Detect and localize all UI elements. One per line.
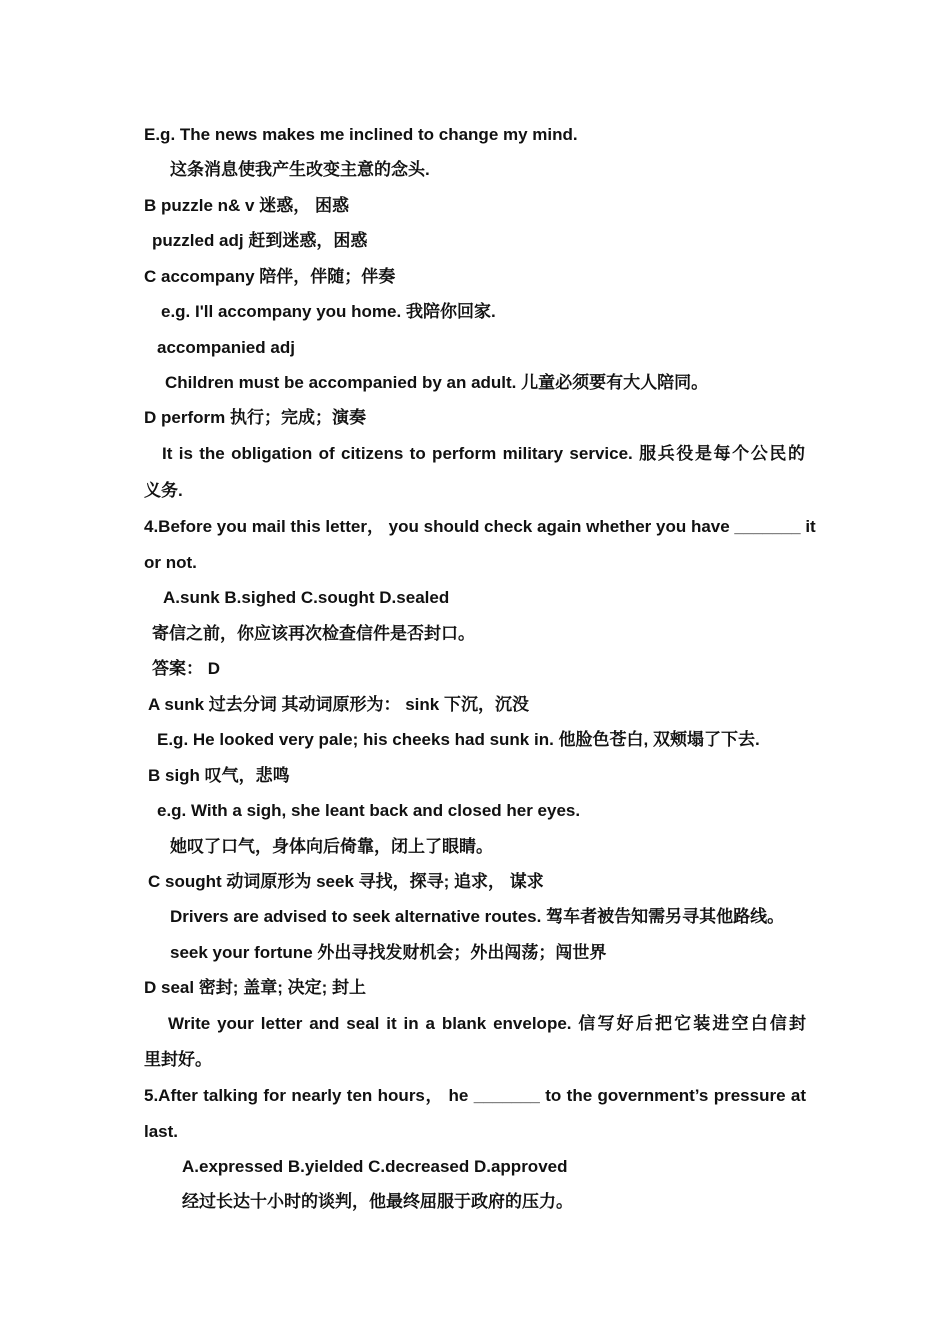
option-c-definition: C sought 动词原形为 seek 寻找，探寻; 追求， 谋求 <box>148 872 544 891</box>
option-d-definition: D seal 密封; 盖章; 决定; 封上 <box>144 978 366 997</box>
question-4: 4.Before you mail this letter， you should check again whether you have _______ it <box>144 517 816 536</box>
example-sentence: e.g. With a sigh, she leant back and closed her eyes. <box>157 801 581 820</box>
example-sentence: E.g. The news makes me inclined to change my mind. <box>144 125 578 144</box>
question-4-translation: 寄信之前，你应该再次检查信件是否封口。 <box>152 624 475 643</box>
example-sentence: e.g. I'll accompany you home. 我陪你回家. <box>161 302 496 321</box>
example-sentence: Drivers are advised to seek alternative routes. 驾车者被告知需另寻其他路线。 <box>170 907 785 926</box>
derivative-definition: accompanied adj <box>157 338 295 357</box>
example-translation: 这条消息使我产生改变主意的念头. <box>170 160 430 179</box>
option-a-definition: A sunk 过去分词 其动词原形为： sink 下沉，沉没 <box>148 695 529 714</box>
question-4-options: A.sunk B.sighed C.sought D.sealed <box>163 588 450 607</box>
question-5-options: A.expressed B.yielded C.decreased D.approved <box>182 1157 568 1176</box>
example-sentence: Write your letter and seal it in a blank envelope. 信写好后把它装进空白信封 <box>168 1014 806 1033</box>
option-d-definition: D perform 执行；完成；演奏 <box>144 408 366 427</box>
option-b-definition: B sigh 叹气，悲鸣 <box>148 766 290 785</box>
example-translation: 她叹了口气，身体向后倚靠，闭上了眼睛。 <box>170 837 493 856</box>
example-sentence: Children must be accompanied by an adult. 儿童必须要有大人陪同。 <box>165 373 709 392</box>
question-5-continued: last. <box>144 1122 179 1141</box>
example-sentence: E.g. He looked very pale; his cheeks had sunk in. 他脸色苍白, 双颊塌了下去. <box>157 730 760 749</box>
example-sentence-continued: 义务. <box>144 481 183 500</box>
example-sentence: It is the obligation of citizens to perform military service. 服兵役是每个公民的 <box>162 444 805 463</box>
question-5: 5.After talking for nearly ten hours， he _______ to the government’s pressure at <box>144 1086 806 1105</box>
option-b-definition: B puzzle n& v 迷惑， 困惑 <box>144 196 349 215</box>
question-4-continued: or not. <box>144 553 197 572</box>
phrase-definition: seek your fortune 外出寻找发财机会；外出闯荡；闯世界 <box>170 943 607 962</box>
derivative-definition: puzzled adj 赶到迷惑，困惑 <box>152 231 368 250</box>
option-c-definition: C accompany 陪伴，伴随；伴奏 <box>144 267 396 286</box>
example-sentence-continued: 里封好。 <box>144 1050 212 1069</box>
question-5-translation: 经过长达十小时的谈判，他最终屈服于政府的压力。 <box>182 1192 573 1211</box>
question-4-answer: 答案： D <box>152 659 220 678</box>
